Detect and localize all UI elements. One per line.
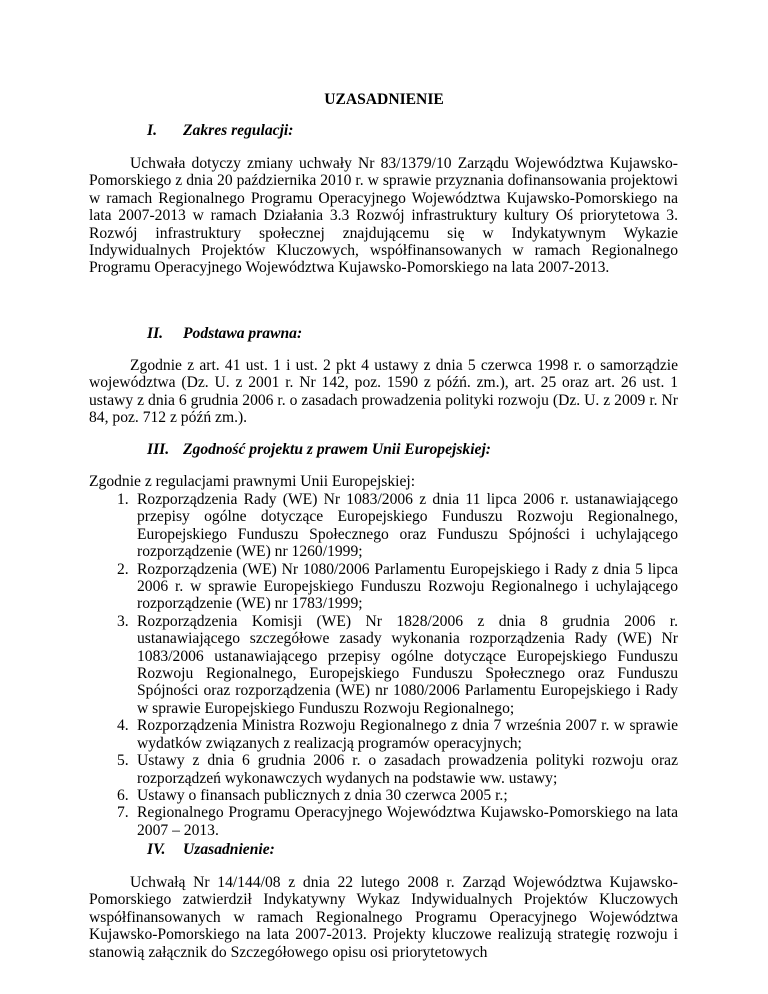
list-item-text: Rozporządzenia Ministra Rozwoju Regionalnego z dnia 7 września 2007 r. w sprawie wydatków związanych z realizacją programów operacyjnych; bbox=[137, 717, 678, 752]
list-item-text: Rozporządzenia Rady (WE) Nr 1083/2006 z dnia 11 lipca 2006 r. ustanawiającego przepisy ogólne dotyczące Europejskiego Funduszu Rozwoju Regionalnego, Europejskiego Funduszu Społecznego oraz Funduszu Spójności i uchylającego rozporządzenie (WE) nr 1260/1999; bbox=[137, 491, 678, 561]
list-item bbox=[89, 613, 678, 717]
section-heading-ii bbox=[147, 325, 302, 342]
list-item-number: 2. bbox=[117, 560, 129, 578]
section-heading-i bbox=[147, 122, 293, 139]
section-number: II. bbox=[147, 325, 164, 342]
section-text-iv: Uchwałą Nr 14/144/08 z dnia 22 lutego 2008 r. Zarząd Województwa Kujawsko-Pomorskiego zatwierdził Indykatywny Wykaz Indywidualnych Projektów Kluczowych współfinansowanych w ramach Regionalnego Programu Operacyjnego Województwa Kujawsko-Pomorskiego na lata 2007-2013. Projekty kluczowe realizują strategię rozwoju i stanowią załącznik do Szczegółowego opisu osi priorytetowych bbox=[89, 874, 678, 961]
section-intro-iii: Zgodnie z regulacjami prawnymi Unii Europejskiej: bbox=[89, 473, 416, 490]
list-item-number: 5. bbox=[117, 752, 129, 770]
list-item-text: Rozporządzenia Komisji (WE) Nr 1828/2006 z dnia 8 grudnia 2006 r. ustanawiającego szczegółowe zasady wykonania rozporządzenia Rady (WE) Nr 1083/2006 ustanawiającego przepisy ogólne dotyczące Europejskiego Funduszu Rozwoju Regionalnego, Europejskiego Funduszu Społecznego oraz Funduszu Spójności oraz rozporządzenia (WE) nr 1080/2006 Parlamentu Europejskiego i Rady w sprawie Europejskiego Funduszu Rozwoju Regionalnego; bbox=[137, 612, 678, 717]
list-item-text: Regionalnego Programu Operacyjnego Województwa Kujawsko-Pomorskiego na lata 2007 – 2013. bbox=[137, 804, 678, 839]
section-title: Zakres regulacji: bbox=[183, 122, 294, 139]
list-item bbox=[89, 804, 678, 839]
list-item bbox=[89, 491, 678, 561]
section-number: I. bbox=[147, 122, 157, 139]
document-title: UZASADNIENIE bbox=[324, 91, 444, 108]
list-item bbox=[89, 561, 678, 613]
list-item bbox=[89, 787, 678, 804]
list-item bbox=[89, 717, 678, 752]
section-number: III. bbox=[147, 441, 170, 458]
section-heading-iv bbox=[147, 841, 275, 858]
list-item-number: 3. bbox=[117, 612, 129, 630]
list-item-number: 7. bbox=[117, 804, 129, 822]
section-title: Zgodność projektu z prawem Unii Europejskiej: bbox=[183, 441, 491, 458]
list-item-number: 6. bbox=[117, 786, 129, 804]
section-text-i: Uchwała dotyczy zmiany uchwały Nr 83/1379/10 Zarządu Województwa Kujawsko-Pomorskiego z dnia 20 października 2010 r. w sprawie przyznania dofinansowania projektowi w ramach Regionalnego Programu Operacyjnego Województwa Kujawsko-Pomorskiego na lata 2007-2013 w ramach Działania 3.3 Rozwój infrastruktury kultury Oś priorytetowa 3. Rozwój infrastruktury społecznej znajdującemu się w Indykatywnym Wykazie Indywidualnych Projektów Kluczowych, współfinansowanych w ramach Regionalnego Programu Operacyjnego Województwa Kujawsko-Pomorskiego na lata 2007-2013. bbox=[89, 155, 678, 277]
section-heading-iii bbox=[147, 441, 491, 458]
list-item-number: 4. bbox=[117, 717, 129, 735]
list-item-number: 1. bbox=[117, 491, 129, 508]
list-item-text: Ustawy z dnia 6 grudnia 2006 r. o zasadach prowadzenia polityki rozwoju oraz rozporządzeń wykonawczych wydanych na podstawie ww. ustawy; bbox=[137, 752, 678, 787]
list-item-text: Ustawy o finansach publicznych z dnia 30 czerwca 2005 r.; bbox=[137, 786, 508, 804]
regulation-list bbox=[89, 491, 678, 839]
section-number: IV. bbox=[147, 841, 166, 858]
list-item bbox=[89, 752, 678, 787]
section-title: Podstawa prawna: bbox=[183, 325, 303, 342]
section-text-ii: Zgodnie z art. 41 ust. 1 i ust. 2 pkt 4 ustawy z dnia 5 czerwca 1998 r. o samorządzie województwa (Dz. U. z 2001 r. Nr 142, poz. 1590 z późń. zm.), art. 25 oraz art. 26 ust. 1 ustawy z dnia 6 grudnia 2006 r. o zasadach prowadzenia polityki rozwoju (Dz. U. z 2009 r. Nr 84, poz. 712 z późń zm.). bbox=[89, 357, 678, 427]
list-item-text: Rozporządzenia (WE) Nr 1080/2006 Parlamentu Europejskiego i Rady z dnia 5 lipca 2006 r. w sprawie Europejskiego Funduszu Rozwoju Regionalnego i uchylającego rozporządzenie (WE) nr 1783/1999; bbox=[137, 560, 678, 613]
section-title: Uzasadnienie: bbox=[183, 841, 275, 858]
